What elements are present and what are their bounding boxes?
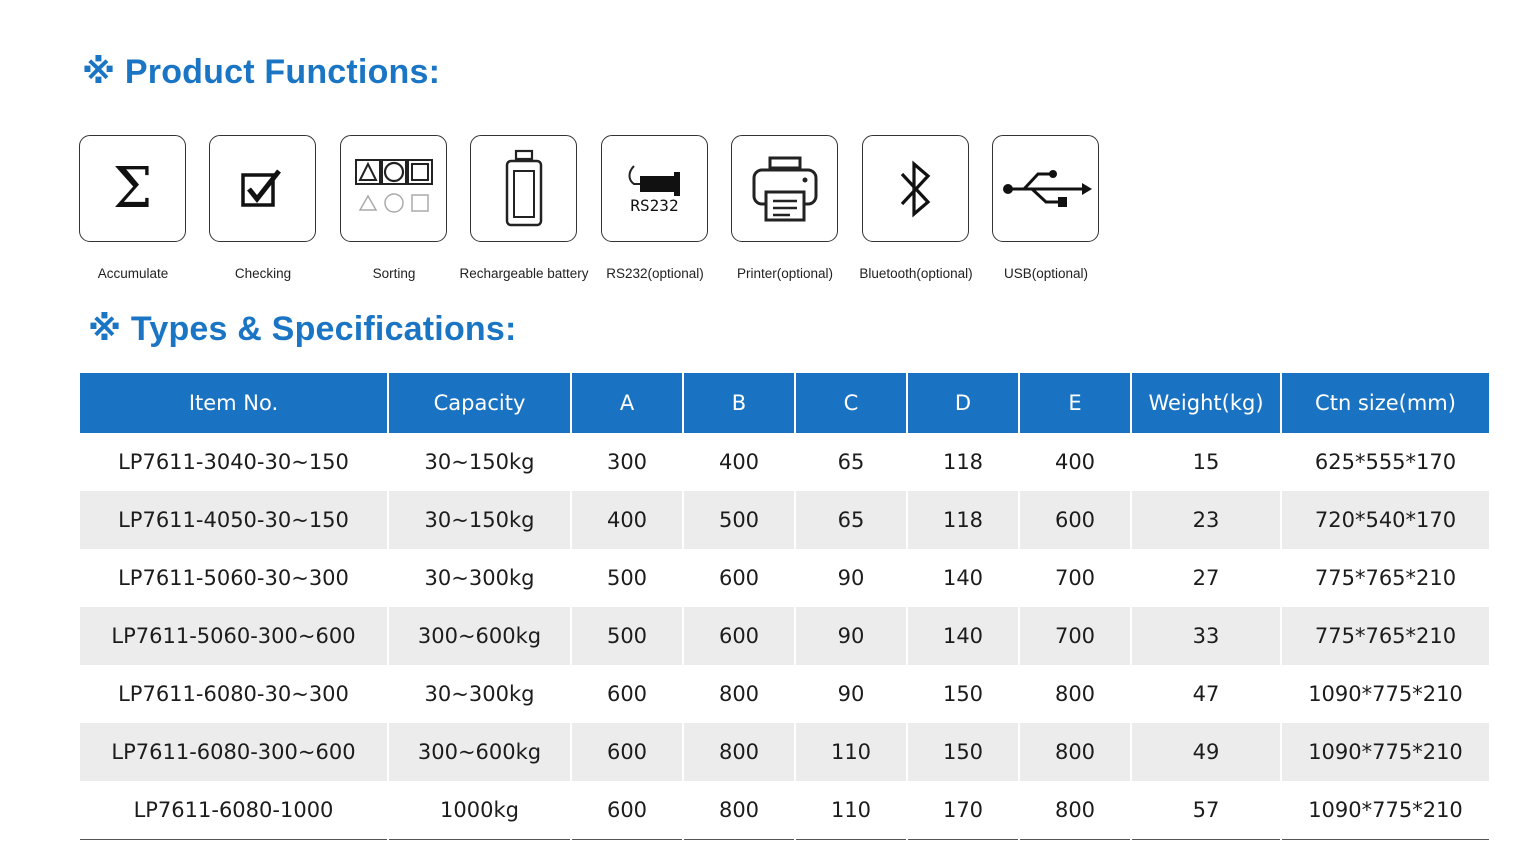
cell-weight: 47 — [1131, 665, 1281, 723]
cell-d: 140 — [907, 549, 1019, 607]
cell-item-no: LP7611-6080-30~300 — [80, 665, 388, 723]
cell-c: 65 — [795, 491, 907, 549]
cell-b: 800 — [683, 665, 795, 723]
header-weight: Weight(kg) — [1131, 373, 1281, 433]
cell-c: 90 — [795, 549, 907, 607]
printer-icon — [731, 135, 838, 242]
cell-e: 600 — [1019, 491, 1131, 549]
cell-b: 600 — [683, 607, 795, 665]
header-capacity: Capacity — [388, 373, 571, 433]
function-usb — [992, 135, 1100, 295]
cell-a: 600 — [571, 781, 683, 839]
cell-d: 118 — [907, 491, 1019, 549]
cell-item-no: LP7611-5060-30~300 — [80, 549, 388, 607]
cell-e: 400 — [1019, 433, 1131, 491]
cell-c: 90 — [795, 665, 907, 723]
cell-e: 700 — [1019, 549, 1131, 607]
shapes-icon — [340, 135, 447, 242]
cell-e: 800 — [1019, 781, 1131, 839]
cell-a: 500 — [571, 607, 683, 665]
cell-ctn-size: 1090*775*210 — [1281, 781, 1489, 839]
cell-weight: 15 — [1131, 433, 1281, 491]
specifications-table — [80, 373, 1489, 840]
cell-d: 140 — [907, 607, 1019, 665]
table-row — [80, 781, 1489, 839]
header-e: E — [1019, 373, 1131, 433]
cell-b: 400 — [683, 433, 795, 491]
battery-icon — [470, 135, 577, 242]
function-label: Bluetooth(optional) — [859, 266, 973, 281]
cell-b: 500 — [683, 491, 795, 549]
cell-item-no: LP7611-6080-300~600 — [80, 723, 388, 781]
table-row — [80, 433, 1489, 491]
bluetooth-icon — [862, 135, 969, 242]
header-d: D — [907, 373, 1019, 433]
cell-weight: 27 — [1131, 549, 1281, 607]
cell-item-no: LP7611-4050-30~150 — [80, 491, 388, 549]
cell-weight: 57 — [1131, 781, 1281, 839]
function-label: Checking — [234, 266, 292, 281]
table-row — [80, 607, 1489, 665]
cell-a: 500 — [571, 549, 683, 607]
cell-a: 600 — [571, 723, 683, 781]
cell-d: 170 — [907, 781, 1019, 839]
table-row — [80, 491, 1489, 549]
cell-ctn-size: 1090*775*210 — [1308, 682, 1463, 706]
table-row — [80, 723, 1489, 781]
cell-a: 400 — [571, 491, 683, 549]
cell-weight: 33 — [1131, 607, 1281, 665]
header-b: B — [683, 373, 795, 433]
cell-capacity: 30~300kg — [388, 665, 571, 723]
table-header-row — [80, 373, 1489, 433]
cell-d: 150 — [907, 665, 1019, 723]
cell-e: 700 — [1019, 607, 1131, 665]
header-ctn-size: Ctn size(mm) — [1281, 373, 1489, 433]
cell-c: 65 — [795, 433, 907, 491]
cell-c: 110 — [795, 781, 907, 839]
cell-a: 300 — [571, 433, 683, 491]
cell-item-no: LP7611-6080-1000 — [80, 781, 388, 839]
rs232-icon-text: RS232 — [630, 196, 679, 215]
checkbox-icon — [209, 135, 316, 242]
cell-capacity: 30~150kg — [388, 433, 571, 491]
sigma-glyph: Σ — [112, 155, 153, 221]
function-bluetooth — [859, 135, 973, 295]
cell-capacity: 300~600kg — [388, 607, 571, 665]
cell-d: 150 — [907, 723, 1019, 781]
sigma-icon — [79, 135, 186, 242]
cell-capacity: 1000kg — [388, 781, 571, 839]
table-row — [80, 549, 1489, 607]
cell-ctn-size: 625*555*170 — [1314, 450, 1457, 474]
function-label: Accumulate — [97, 266, 169, 281]
types-specifications-title: ※ Types & Specifications: — [88, 310, 517, 348]
cell-capacity: 300~600kg — [388, 723, 571, 781]
header-c: C — [795, 373, 907, 433]
cell-item-no: LP7611-5060-300~600 — [80, 607, 388, 665]
cell-item-no: LP7611-3040-30~150 — [80, 433, 388, 491]
cell-c: 90 — [795, 607, 907, 665]
usb-icon — [992, 135, 1099, 242]
header-item-no: Item No. — [80, 373, 388, 433]
function-accumulate — [79, 135, 187, 295]
cell-b: 600 — [683, 549, 795, 607]
cell-c: 110 — [795, 723, 907, 781]
cell-b: 800 — [683, 781, 795, 839]
cell-capacity: 30~300kg — [388, 549, 571, 607]
function-printer — [731, 135, 839, 295]
function-label: Sorting — [372, 266, 416, 281]
cell-d: 118 — [907, 433, 1019, 491]
table-row — [80, 665, 1489, 723]
cell-weight: 49 — [1131, 723, 1281, 781]
function-rs232 — [601, 135, 709, 295]
cell-ctn-size: 775*765*210 — [1281, 607, 1489, 665]
cell-e: 800 — [1019, 665, 1131, 723]
product-functions-title: ※ Product Functions: — [82, 53, 441, 91]
function-label: Printer(optional) — [736, 266, 834, 281]
cell-ctn-size: 720*540*170 — [1281, 491, 1489, 549]
function-sorting — [340, 135, 448, 295]
cell-a: 600 — [571, 665, 683, 723]
cell-weight: 23 — [1131, 491, 1281, 549]
cell-ctn-size: 1090*775*210 — [1281, 723, 1489, 781]
cell-capacity: 30~150kg — [388, 491, 571, 549]
cell-e: 800 — [1019, 723, 1131, 781]
function-icons-row — [79, 135, 1109, 295]
function-checking — [209, 135, 317, 295]
function-label: Rechargeable battery — [459, 266, 589, 281]
function-label: USB(optional) — [1003, 266, 1089, 281]
cell-b: 800 — [683, 723, 795, 781]
rs232-cable-icon — [601, 135, 708, 242]
header-a: A — [571, 373, 683, 433]
cell-ctn-size: 775*765*210 — [1314, 566, 1457, 590]
function-battery — [459, 135, 589, 295]
function-label: RS232(optional) — [606, 266, 704, 281]
